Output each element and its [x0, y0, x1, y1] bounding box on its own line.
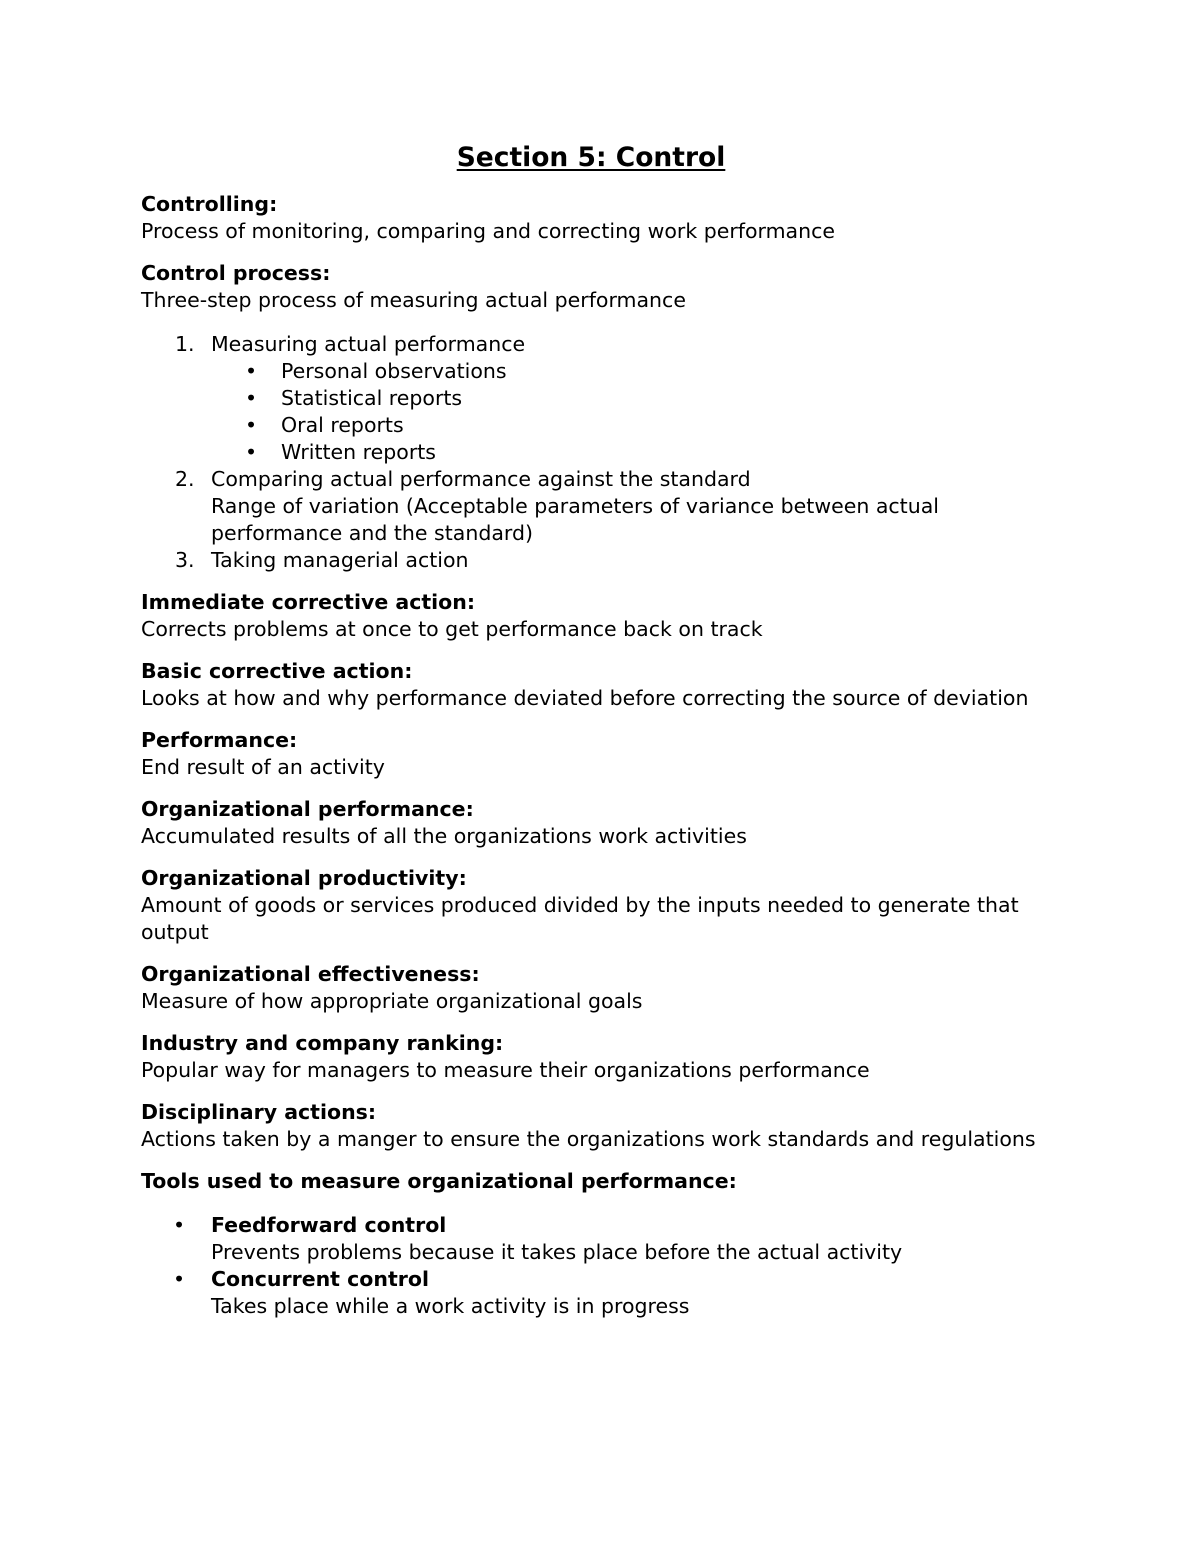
term-definition: Popular way for managers to measure their organizations performance	[141, 1058, 870, 1082]
bullet-icon: •	[245, 413, 258, 437]
step-detail: Range of variation (Acceptable parameters of variance between actual performance and the standard)	[211, 494, 939, 545]
tools-heading: Tools used to measure organizational performance:	[141, 1169, 737, 1193]
term-definition: Looks at how and why performance deviated before correcting the source of deviation	[141, 686, 1029, 710]
term-heading: Controlling:	[141, 192, 278, 216]
list-item-label: Written reports	[281, 440, 436, 464]
bullet-icon: •	[173, 1267, 186, 1291]
step-item	[141, 547, 1041, 574]
tool-name: Concurrent control	[211, 1267, 429, 1291]
term-disciplinary-actions	[141, 1099, 1041, 1153]
step-item	[141, 466, 1041, 547]
step-label: Measuring actual performance	[211, 332, 526, 356]
term-heading: Organizational performance:	[141, 797, 474, 821]
term-basic-corrective-action	[141, 658, 1041, 712]
list-item	[211, 412, 1041, 439]
term-definition: Measure of how appropriate organizational goals	[141, 989, 643, 1013]
step-number: 1.	[175, 332, 195, 356]
term-control-process	[141, 260, 1041, 314]
bullet-icon: •	[173, 1213, 186, 1237]
term-heading: Immediate corrective action:	[141, 590, 476, 614]
tool-description: Takes place while a work activity is in progress	[211, 1294, 690, 1318]
term-definition: Process of monitoring, comparing and correcting work performance	[141, 219, 835, 243]
bullet-icon: •	[245, 440, 258, 464]
document-page	[141, 141, 1041, 1320]
term-definition: Accumulated results of all the organizations work activities	[141, 824, 747, 848]
term-definition: Three-step process of measuring actual performance	[141, 288, 686, 312]
page-title: Section 5: Control	[456, 142, 726, 173]
measurement-methods-list	[211, 358, 1041, 466]
term-immediate-corrective-action	[141, 589, 1041, 643]
term-heading: Organizational productivity:	[141, 866, 467, 890]
control-steps-list	[141, 331, 1041, 574]
term-heading: Basic corrective action:	[141, 659, 413, 683]
term-performance	[141, 727, 1041, 781]
term-definition: Actions taken by a manger to ensure the organizations work standards and regulations	[141, 1127, 1036, 1151]
term-heading: Organizational effectiveness:	[141, 962, 480, 986]
tool-description: Prevents problems because it takes place before the actual activity	[211, 1240, 903, 1264]
bullet-icon: •	[245, 359, 258, 383]
term-organizational-performance	[141, 796, 1041, 850]
tool-item	[141, 1266, 1041, 1320]
tools-list	[141, 1212, 1041, 1320]
term-controlling	[141, 191, 1041, 245]
term-definition: End result of an activity	[141, 755, 385, 779]
term-heading: Control process:	[141, 261, 331, 285]
term-definition: Corrects problems at once to get performance back on track	[141, 617, 763, 641]
step-label: Comparing actual performance against the standard	[211, 467, 751, 491]
list-item-label: Statistical reports	[281, 386, 463, 410]
term-heading: Performance:	[141, 728, 298, 752]
step-label: Taking managerial action	[211, 548, 469, 572]
list-item	[211, 439, 1041, 466]
step-number: 3.	[175, 548, 195, 572]
step-item	[141, 331, 1041, 466]
term-heading: Disciplinary actions:	[141, 1100, 377, 1124]
tool-item	[141, 1212, 1041, 1266]
list-item-label: Oral reports	[281, 413, 404, 437]
term-organizational-effectiveness	[141, 961, 1041, 1015]
term-industry-and-company-ranking	[141, 1030, 1041, 1084]
term-heading: Industry and company ranking:	[141, 1031, 504, 1055]
list-item	[211, 385, 1041, 412]
term-definition: Amount of goods or services produced divided by the inputs needed to generate that output	[141, 893, 1019, 944]
list-item-label: Personal observations	[281, 359, 507, 383]
list-item	[211, 358, 1041, 385]
tool-name: Feedforward control	[211, 1213, 447, 1237]
bullet-icon: •	[245, 386, 258, 410]
term-organizational-productivity	[141, 865, 1041, 946]
step-number: 2.	[175, 467, 195, 491]
